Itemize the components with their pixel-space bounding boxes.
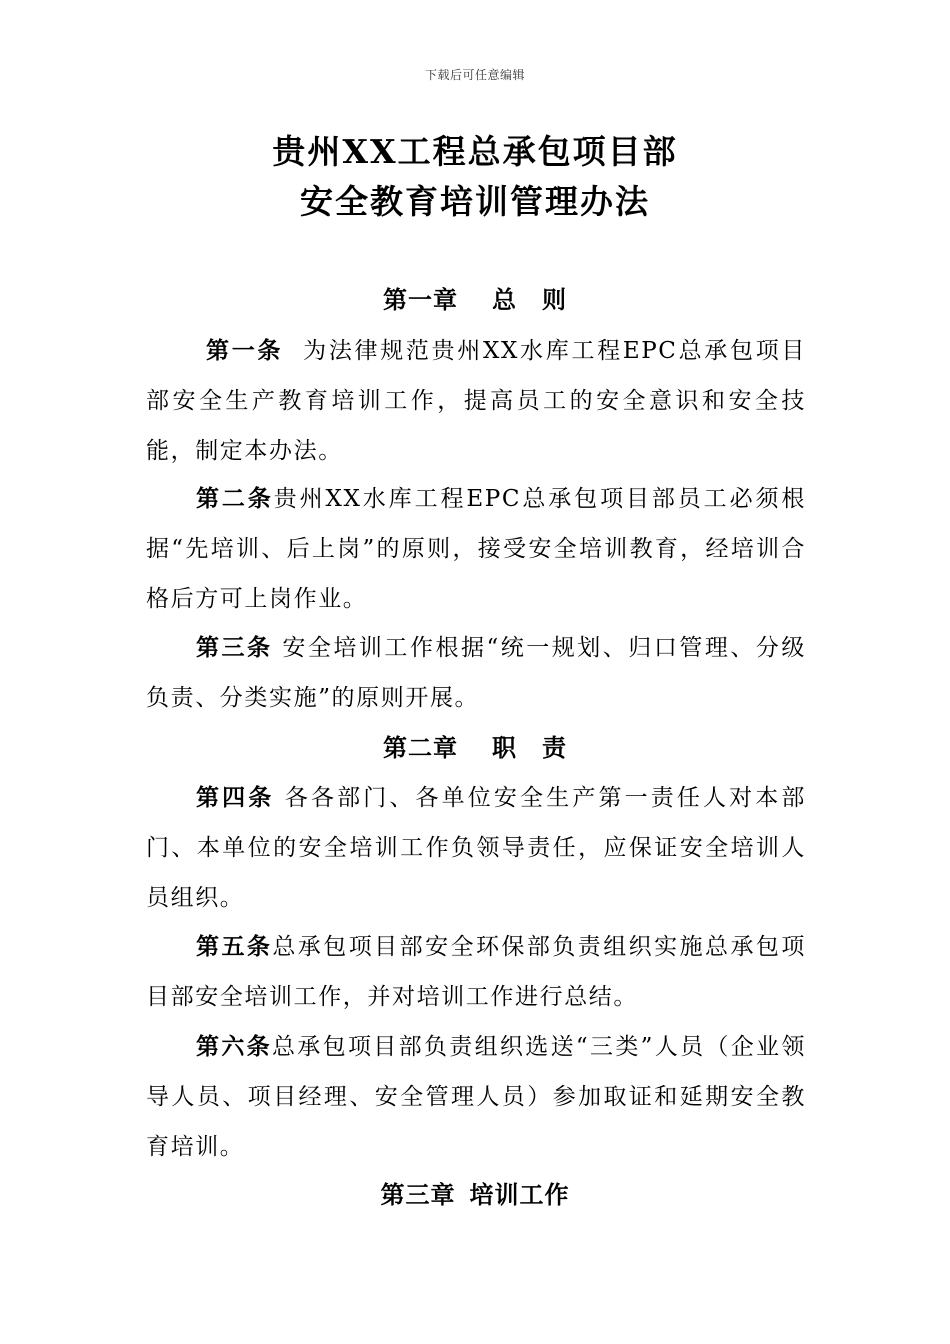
article-text: 为法律规范贵州XX水库工程EPC总承包项目部安全生产教育培训工作，提高员工的安全意识和安全技能，制定本办法。: [146, 338, 806, 464]
article-2: [146, 474, 806, 624]
article-label: 第四条: [196, 784, 275, 811]
article-label: 第三条: [196, 634, 273, 661]
chapter-name: 培训工作: [469, 1180, 570, 1209]
chapter-heading-2: [0, 733, 950, 763]
document-title-line1: 贵州XX工程总承包项目部: [272, 132, 678, 171]
article-3: [146, 623, 806, 723]
article-4: [146, 773, 806, 923]
chapter-name: 职 责: [492, 733, 567, 762]
article-label: 第五条: [196, 933, 273, 960]
article-text: 安全培训工作根据“统一规划、归口管理、分级负责、分类实施”的原则开展。: [146, 635, 806, 711]
chapter-number: 第三章: [380, 1180, 456, 1209]
article-6: [146, 1022, 806, 1172]
chapter-number: 第一章: [383, 285, 458, 314]
article-text: 贵州XX水库工程EPC总承包项目部员工必须根据“先培训、后上岗”的原则，接受安全培训教育，经培训合格后方可上岗作业。: [146, 486, 806, 612]
chapter-name: 总 则: [492, 285, 567, 314]
chapter-heading-1: [0, 285, 950, 315]
article-text: 总承包项目部安全环保部负责组织实施总承包项目部安全培训工作，并对培训工作进行总结。: [146, 934, 806, 1010]
article-label: 第六条: [196, 1033, 272, 1060]
chapter-number: 第二章: [383, 733, 458, 762]
article-text: 各各部门、各单位安全生产第一责任人对本部门、本单位的安全培训工作负领导责任，应保证安全培训人员组织。: [146, 785, 806, 911]
article-text: 总承包项目部负责组织选送“三类”人员（企业领导人员、项目经理、安全管理人员）参加取证和延期安全教育培训。: [146, 1034, 806, 1160]
article-label: 第二条: [196, 485, 274, 512]
chapter-heading-3: [0, 1180, 950, 1210]
header-note: 下载后可任意编辑: [424, 68, 525, 82]
article-1: [146, 326, 806, 476]
article-label: 第一条: [206, 337, 284, 364]
document-title-line2: 安全教育培训管理办法: [300, 182, 650, 221]
article-5: [146, 922, 806, 1022]
